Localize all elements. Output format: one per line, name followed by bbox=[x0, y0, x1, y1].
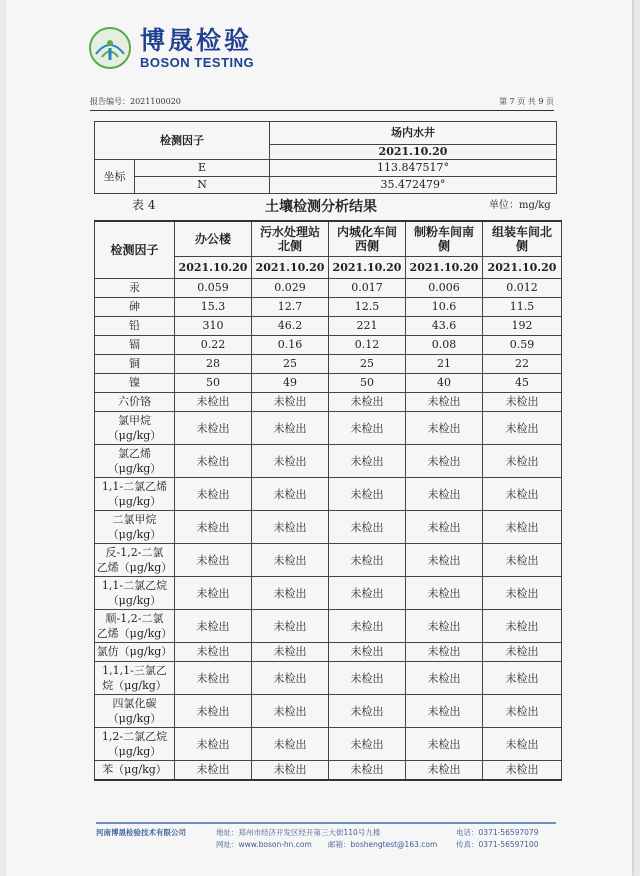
table-row bbox=[95, 544, 562, 577]
result-cell: 未检出 bbox=[252, 662, 329, 695]
column-header: 内城化车间 西侧 bbox=[329, 221, 406, 257]
result-cell: 未检出 bbox=[175, 478, 252, 511]
result-cell: 未检出 bbox=[252, 695, 329, 728]
result-cell: 未检出 bbox=[329, 695, 406, 728]
result-cell: 28 bbox=[175, 355, 252, 374]
table-row bbox=[95, 355, 562, 374]
table-row bbox=[95, 478, 562, 511]
soil-table-body bbox=[95, 279, 562, 781]
result-cell: 未检出 bbox=[483, 577, 562, 610]
factor-name: 1,1-二氯乙烯 （μg/kg） bbox=[95, 478, 175, 511]
result-cell: 25 bbox=[329, 355, 406, 374]
table-title: 土壤检测分析结果 bbox=[265, 199, 377, 215]
factor-name: 氯甲烷 （μg/kg） bbox=[95, 412, 175, 445]
result-cell: 未检出 bbox=[483, 544, 562, 577]
date-header: 2021.10.20 bbox=[252, 257, 329, 279]
result-cell: 未检出 bbox=[252, 643, 329, 662]
factor-name: 汞 bbox=[95, 279, 175, 298]
factor-name: 砷 bbox=[95, 298, 175, 317]
result-cell: 未检出 bbox=[483, 728, 562, 761]
factor-name: 反-1,2-二氯 乙烯（μg/kg） bbox=[95, 544, 175, 577]
result-cell: 未检出 bbox=[252, 412, 329, 445]
header-divider bbox=[90, 110, 554, 111]
brand-name-en: BOSON TESTING bbox=[140, 54, 255, 70]
result-cell: 未检出 bbox=[406, 761, 483, 781]
result-cell: 0.59 bbox=[483, 336, 562, 355]
result-cell: 40 bbox=[406, 374, 483, 393]
table-row bbox=[95, 445, 562, 478]
footer-phone: 电话：0371-56597079 bbox=[456, 828, 539, 837]
date-header: 2021.10.20 bbox=[329, 257, 406, 279]
factor-name: 镍 bbox=[95, 374, 175, 393]
result-cell: 未检出 bbox=[406, 695, 483, 728]
company-logo bbox=[88, 26, 254, 70]
column-header: 办公楼 bbox=[175, 221, 252, 257]
result-cell: 未检出 bbox=[329, 544, 406, 577]
table-number: 表 4 bbox=[132, 198, 156, 212]
result-cell: 50 bbox=[175, 374, 252, 393]
table-unit: 单位：mg/kg bbox=[489, 200, 551, 211]
result-cell: 未检出 bbox=[406, 643, 483, 662]
result-cell: 10.6 bbox=[406, 298, 483, 317]
table-row bbox=[95, 577, 562, 610]
table-row bbox=[95, 374, 562, 393]
result-cell: 未检出 bbox=[175, 544, 252, 577]
result-cell: 25 bbox=[252, 355, 329, 374]
result-cell: 未检出 bbox=[483, 511, 562, 544]
coord-axis: E bbox=[135, 160, 270, 177]
location-date: 2021.10.20 bbox=[270, 145, 557, 160]
result-cell: 未检出 bbox=[175, 577, 252, 610]
factor-name: 氯乙烯 （μg/kg） bbox=[95, 445, 175, 478]
footer-email[interactable]: 邮箱：boshengtest@163.com bbox=[328, 840, 438, 849]
result-cell: 未检出 bbox=[175, 511, 252, 544]
factor-name: 1,2-二氯乙烷 （μg/kg） bbox=[95, 728, 175, 761]
result-cell: 未检出 bbox=[483, 445, 562, 478]
factor-name: 镉 bbox=[95, 336, 175, 355]
result-cell: 45 bbox=[483, 374, 562, 393]
result-cell: 0.059 bbox=[175, 279, 252, 298]
result-cell: 0.22 bbox=[175, 336, 252, 355]
page-number: 第 7 页 共 9 页 bbox=[499, 97, 554, 106]
result-cell: 未检出 bbox=[175, 610, 252, 643]
column-header: 组装车间北 侧 bbox=[483, 221, 562, 257]
result-cell: 21 bbox=[406, 355, 483, 374]
result-cell: 未检出 bbox=[175, 695, 252, 728]
factor-name: 1,1-二氯乙烷 （μg/kg） bbox=[95, 577, 175, 610]
factor-name: 顺-1,2-二氯 乙烯（μg/kg） bbox=[95, 610, 175, 643]
column-header: 污水处理站 北侧 bbox=[252, 221, 329, 257]
footer-website[interactable]: 网址：www.boson-hn.com bbox=[216, 840, 312, 849]
report-page bbox=[6, 0, 632, 876]
table-row bbox=[95, 610, 562, 643]
factor-name: 铅 bbox=[95, 317, 175, 336]
date-header: 2021.10.20 bbox=[175, 257, 252, 279]
result-cell: 未检出 bbox=[329, 511, 406, 544]
result-cell: 未检出 bbox=[329, 393, 406, 412]
result-cell: 未检出 bbox=[252, 393, 329, 412]
result-cell: 未检出 bbox=[329, 478, 406, 511]
result-cell: 未检出 bbox=[406, 544, 483, 577]
result-cell: 未检出 bbox=[483, 478, 562, 511]
result-cell: 未检出 bbox=[406, 412, 483, 445]
result-cell: 未检出 bbox=[329, 728, 406, 761]
result-cell: 未检出 bbox=[175, 643, 252, 662]
result-cell: 221 bbox=[329, 317, 406, 336]
result-cell: 未检出 bbox=[252, 544, 329, 577]
result-cell: 未检出 bbox=[252, 610, 329, 643]
soil-results-table bbox=[94, 220, 562, 781]
result-cell: 192 bbox=[483, 317, 562, 336]
table-row bbox=[95, 728, 562, 761]
table-row bbox=[95, 761, 562, 781]
result-cell: 12.5 bbox=[329, 298, 406, 317]
result-cell: 未检出 bbox=[406, 478, 483, 511]
factor-name: 氯仿（μg/kg） bbox=[95, 643, 175, 662]
result-cell: 未检出 bbox=[406, 728, 483, 761]
result-cell: 未检出 bbox=[175, 662, 252, 695]
factor-name: 四氯化碳 （μg/kg） bbox=[95, 695, 175, 728]
result-cell: 未检出 bbox=[483, 643, 562, 662]
result-cell: 未检出 bbox=[483, 695, 562, 728]
result-cell: 未检出 bbox=[329, 577, 406, 610]
coord-value: 35.472479° bbox=[270, 177, 557, 194]
result-cell: 未检出 bbox=[483, 761, 562, 781]
result-cell: 0.16 bbox=[252, 336, 329, 355]
factor-name: 1,1,1-三氯乙 烷（μg/kg） bbox=[95, 662, 175, 695]
footer-company: 河南博晟检验技术有限公司 bbox=[96, 828, 186, 837]
brand-name-cn: 博晟检验 bbox=[140, 25, 253, 55]
result-cell: 0.029 bbox=[252, 279, 329, 298]
result-cell: 310 bbox=[175, 317, 252, 336]
result-cell: 未检出 bbox=[252, 761, 329, 781]
result-cell: 0.017 bbox=[329, 279, 406, 298]
table-row bbox=[95, 662, 562, 695]
result-cell: 未检出 bbox=[483, 662, 562, 695]
result-cell: 50 bbox=[329, 374, 406, 393]
result-cell: 未检出 bbox=[329, 412, 406, 445]
table-row bbox=[95, 511, 562, 544]
result-cell: 未检出 bbox=[406, 445, 483, 478]
result-cell: 0.006 bbox=[406, 279, 483, 298]
result-cell: 15.3 bbox=[175, 298, 252, 317]
result-cell: 0.08 bbox=[406, 336, 483, 355]
result-cell: 未检出 bbox=[329, 643, 406, 662]
report-number: 报告编号：2021100020 bbox=[90, 97, 181, 106]
location-table bbox=[94, 121, 557, 194]
result-cell: 0.012 bbox=[483, 279, 562, 298]
location-site: 场内水井 bbox=[270, 122, 557, 145]
result-cell: 未检出 bbox=[252, 577, 329, 610]
result-cell: 未检出 bbox=[252, 728, 329, 761]
result-cell: 未检出 bbox=[252, 511, 329, 544]
result-cell: 0.12 bbox=[329, 336, 406, 355]
result-cell: 未检出 bbox=[406, 393, 483, 412]
table-row bbox=[95, 412, 562, 445]
coord-axis: N bbox=[135, 177, 270, 194]
result-cell: 未检出 bbox=[483, 393, 562, 412]
table-row bbox=[95, 643, 562, 662]
table-row bbox=[95, 393, 562, 412]
result-cell: 49 bbox=[252, 374, 329, 393]
result-cell: 未检出 bbox=[406, 662, 483, 695]
result-cell: 未检出 bbox=[406, 511, 483, 544]
column-header: 制粉车间南 侧 bbox=[406, 221, 483, 257]
result-cell: 未检出 bbox=[175, 412, 252, 445]
footer bbox=[96, 822, 556, 851]
footer-address: 地址：郑州市经济开发区经开第三大街110号九楼 bbox=[216, 828, 381, 837]
result-cell: 未检出 bbox=[406, 610, 483, 643]
table-row bbox=[95, 695, 562, 728]
result-cell: 未检出 bbox=[175, 761, 252, 781]
result-cell: 11.5 bbox=[483, 298, 562, 317]
coord-value: 113.847517° bbox=[270, 160, 557, 177]
date-header: 2021.10.20 bbox=[483, 257, 562, 279]
table-row bbox=[95, 317, 562, 336]
boson-logo-icon bbox=[88, 26, 132, 70]
result-cell: 未检出 bbox=[329, 662, 406, 695]
factor-name: 铜 bbox=[95, 355, 175, 374]
date-header: 2021.10.20 bbox=[406, 257, 483, 279]
result-cell: 未检出 bbox=[252, 478, 329, 511]
result-cell: 未检出 bbox=[175, 445, 252, 478]
factor-header: 检测因子 bbox=[95, 221, 175, 279]
result-cell: 未检出 bbox=[175, 728, 252, 761]
factor-name: 二氯甲烷 （μg/kg） bbox=[95, 511, 175, 544]
result-cell: 未检出 bbox=[406, 577, 483, 610]
table-row bbox=[95, 336, 562, 355]
result-cell: 未检出 bbox=[175, 393, 252, 412]
report-header-line bbox=[90, 96, 554, 110]
factor-name: 六价铬 bbox=[95, 393, 175, 412]
result-cell: 43.6 bbox=[406, 317, 483, 336]
location-factor-label: 检测因子 bbox=[95, 122, 270, 160]
footer-fax: 传真：0371-56597100 bbox=[456, 840, 539, 849]
table-row bbox=[95, 279, 562, 298]
result-cell: 46.2 bbox=[252, 317, 329, 336]
result-cell: 未检出 bbox=[483, 412, 562, 445]
factor-name: 苯（μg/kg） bbox=[95, 761, 175, 781]
result-cell: 未检出 bbox=[252, 445, 329, 478]
result-cell: 未检出 bbox=[329, 761, 406, 781]
coord-label: 坐标 bbox=[95, 160, 135, 194]
result-cell: 22 bbox=[483, 355, 562, 374]
table-row bbox=[95, 298, 562, 317]
result-cell: 未检出 bbox=[329, 610, 406, 643]
result-cell: 12.7 bbox=[252, 298, 329, 317]
result-cell: 未检出 bbox=[329, 445, 406, 478]
result-cell: 未检出 bbox=[483, 610, 562, 643]
